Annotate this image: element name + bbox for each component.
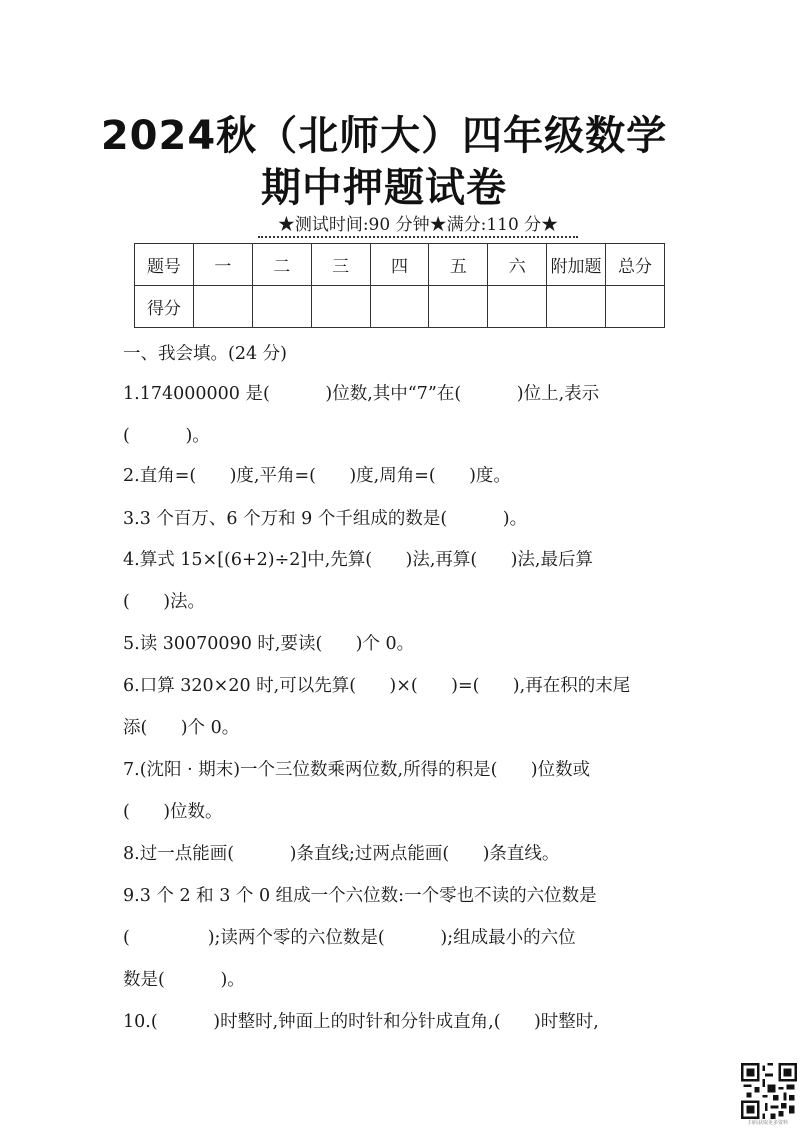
score-blank-cell	[488, 286, 547, 328]
question-line: 6.口算 320×20 时,可以先算( )×( )=( ),再在积的末尾	[123, 676, 631, 696]
score-table-cell: 题号	[135, 244, 194, 286]
question-line: 3.3 个百万、6 个万和 9 个千组成的数是( )。	[123, 509, 528, 529]
score-table-header-row	[135, 244, 665, 286]
score-table-cell: 五	[429, 244, 488, 286]
question-line: 10.( )时整时,钟面上的时针和分针成直角,( )时整时,	[123, 1012, 599, 1032]
qr-caption: 扫码获取更多资料	[747, 1120, 788, 1126]
score-table-cell: 四	[370, 244, 429, 286]
score-blank-cell	[252, 286, 311, 328]
question-line: 数是( )。	[123, 970, 245, 990]
score-table-cell: 总分	[606, 244, 665, 286]
section-heading: 一、我会填。(24 分)	[123, 344, 287, 364]
score-table-score-row	[135, 286, 665, 328]
qr-code-icon	[741, 1063, 797, 1119]
score-table-cell: 六	[488, 244, 547, 286]
question-line: 7.(沈阳 · 期末)一个三位数乘两位数,所得的积是( )位数或	[123, 760, 591, 780]
score-blank-cell	[547, 286, 606, 328]
score-blank-cell	[429, 286, 488, 328]
score-blank-cell	[193, 286, 252, 328]
score-blank-cell	[370, 286, 429, 328]
score-table-cell: 二	[252, 244, 311, 286]
question-line: 添( )个 0。	[123, 718, 240, 738]
question-line: 4.算式 15×[(6+2)÷2]中,先算( )法,再算( )法,最后算	[123, 550, 593, 570]
question-line: 9.3 个 2 和 3 个 0 组成一个六位数:一个零也不读的六位数是	[123, 886, 597, 906]
exam-title-line2: 期中押题试卷	[261, 165, 507, 211]
score-table-cell: 附加题	[547, 244, 606, 286]
score-table-cell: 三	[311, 244, 370, 286]
question-line: 1.174000000 是( )位数,其中“7”在( )位上,表示	[123, 384, 600, 404]
question-line: 2.直角=( )度,平角=( )度,周角=( )度。	[123, 466, 511, 486]
question-line: 8.过一点能画( )条直线;过两点能画( )条直线。	[123, 844, 560, 864]
score-table	[134, 243, 665, 328]
exam-subtitle: ★测试时间:90 分钟★满分:110 分★	[258, 210, 578, 238]
question-line: ( )法。	[123, 592, 206, 612]
question-line: ( )。	[123, 426, 210, 446]
question-line: 5.读 30070090 时,要读( )个 0。	[123, 634, 415, 654]
score-blank-cell	[311, 286, 370, 328]
exam-title-line1: 2024秋（北师大）四年级数学	[100, 113, 668, 159]
score-table-cell: 得分	[135, 286, 194, 328]
question-line: ( )位数。	[123, 802, 223, 822]
score-table-cell: 一	[193, 244, 252, 286]
score-blank-cell	[606, 286, 665, 328]
question-line: ( );读两个零的六位数是( );组成最小的六位	[123, 928, 576, 948]
